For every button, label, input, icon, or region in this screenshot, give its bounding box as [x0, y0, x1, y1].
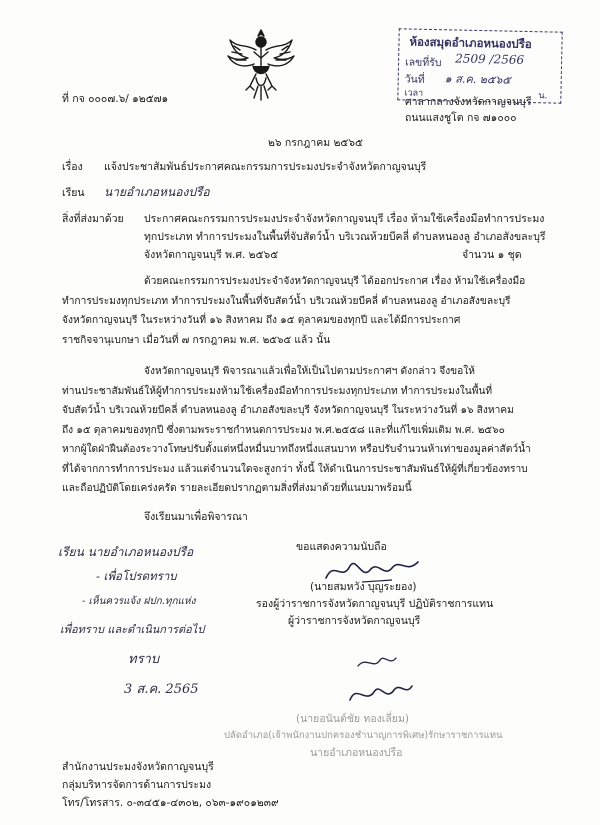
- enclosure-line: ประกาศคณะกรรมการประมงประจำจังหวัดกาญจนบุรี เรื่อง ห้ามใช้เครื่องมือทำการประมง: [144, 213, 545, 225]
- enclosure-label: สิ่งที่ส่งมาด้วย: [62, 213, 124, 225]
- paragraph-line: จังหวัดกาญจนบุรี ในระหว่างวันที่ ๑๖ สิงหาคม ถึง ๑๕ ตุลาคมของทุกปี และได้มีการประกาศ: [62, 315, 461, 326]
- closing-text: ขอแสดงความนับถือ: [296, 541, 387, 553]
- second-signer-title-1: ปลัดอำเภอ(เจ้าพนักงานปกครองชำนาญการพิเศษ)รักษาราชการแทน: [224, 730, 503, 741]
- second-signer-name: (นายอนันต์ชัย ทองเลี่ยม): [296, 713, 409, 725]
- stamp-date-label: วันที่: [404, 73, 425, 86]
- stamp-number-value: 2509 /2566: [455, 51, 525, 67]
- paragraph-2: [62, 362, 540, 499]
- signer-name: (นายสมหวัง บุญระยอง): [310, 581, 417, 593]
- signer-title-2: ผู้ว่าราชการจังหวัดกาญจนบุรี: [288, 615, 421, 627]
- closing-request: จึงเรียนมาเพื่อพิจารณา: [144, 511, 248, 523]
- to-value: นายอำเภอหนองปรือ: [104, 185, 210, 199]
- paragraph-1: [62, 272, 540, 350]
- enclosure-line: ทุกประเภท ทำการประมงในพื้นที่จับสัตว์น้ำ บริเวณห้วยบีคลี่ ตำบลหนองลู อำเภอสังขละบุรี: [144, 231, 546, 243]
- enclosure-line: จังหวัดกาญจนบุรี พ.ศ. ๒๕๖๕: [144, 249, 279, 261]
- paragraph-line: หากผู้ใดฝ่าฝืนต้องระวางโทษปรับตั้งแต่หนึ่งหมื่นบาทถึงหนึ่งแสนบาท หรือปรับจำนวนห้าเท่าของมูลค่าสัตว์น้ำ: [62, 444, 531, 455]
- document-number: ที่ กจ ๐๐๐๗.๖/ ๑๒๕๗๑: [62, 93, 169, 105]
- second-signer-title-2: นายอำเภอหนองปรือ: [310, 747, 403, 759]
- stamp-number-label: เลขที่รับ: [404, 56, 442, 70]
- handwritten-note: เรียน นายอำเภอหนองปรือ: [58, 545, 194, 559]
- stamp-title: ห้องสมุดอำเภอหนองปรือ: [409, 34, 532, 52]
- footer-office: สำนักงานประมงจังหวัดกาญจนบุรี: [62, 761, 214, 773]
- handwritten-date: 3 ส.ค. 2565: [124, 682, 199, 697]
- handwritten-note: เพื่อทราบ และดำเนินการต่อไป: [60, 623, 205, 636]
- paragraph-line: ท่านประชาสัมพันธ์ให้ผู้ทำการประมงห้ามใช้เครื่องมือทำการประมงทุกประเภท ทำการประมงในพื้นที่: [62, 385, 493, 397]
- footer-phone: โทร/โทรสาร. ๐-๓๔๕๑-๔๓๐๒, ๐๖๓-๑๙๐๑๒๓๙: [62, 797, 279, 809]
- agency-address-line2: ถนนแสงชูโต กจ ๗๑๐๐๐: [405, 112, 517, 124]
- handwritten-note: ทราบ: [128, 652, 160, 667]
- agency-address-line1: ศาลากลางจังหวัดกาญจนบุรี: [405, 96, 532, 108]
- second-signature-icon: [344, 650, 414, 710]
- stamp-date-value: ๑ ส.ค. ๒๕๖๕: [444, 72, 511, 87]
- handwritten-note: - เพื่อโปรดทราบ: [96, 569, 177, 583]
- paragraph-line: และถือปฏิบัติโดยเคร่งครัด รายละเอียดปรากฏตามสิ่งที่ส่งมาด้วยที่แนบมาพร้อมนี้: [62, 483, 412, 494]
- handwritten-note: - เห็นควรแจ้ง ฝปก.ทุกแห่ง: [82, 596, 196, 607]
- paragraph-line: ด้วยคณะกรรมการประมงประจำจังหวัดกาญจนบุรี ได้ออกประกาศ เรื่อง ห้ามใช้เครื่องมือ: [144, 276, 526, 287]
- subject-label: เรื่อง: [62, 161, 83, 173]
- footer-group: กลุ่มบริหารจัดการด้านการประมง: [62, 779, 212, 791]
- garuda-emblem-icon: [226, 26, 296, 104]
- receiving-stamp: [397, 28, 562, 103]
- subject-text: แจ้งประชาสัมพันธ์ประกาศคณะกรรมการประมงประจำจังหวัดกาญจนบุรี: [104, 161, 427, 173]
- paragraph-line: ที่ได้จากการทำการประมง แล้วแต่จำนวนใดจะสูงกว่า ทั้งนี้ ให้ดำเนินการประชาสัมพันธ์ให้ผู้ที่เกี่ยวข้องทราบ: [62, 463, 528, 475]
- paragraph-line: ถึง ๑๕ ตุลาคมของทุกปี ซึ่งตามพระราชกำหนดการประมง พ.ศ.๒๕๕๘ และที่แก้ไขเพิ่มเติม พ.ศ. ๒๕๖๐: [62, 424, 505, 436]
- paragraph-line: จังหวัดกาญจนบุรี พิจารณาแล้วเพื่อให้เป็นไปตามประกาศฯ ดังกล่าว จึงขอให้: [144, 366, 475, 377]
- paragraph-line: ราชกิจจานุเบกษา เมื่อวันที่ ๗ กรกฎาคม พ.ศ. ๒๕๖๕ แล้ว นั้น: [62, 334, 331, 346]
- document-date: ๒๖ กรกฎาคม ๒๕๖๕: [268, 137, 363, 149]
- to-label: เรียน: [62, 187, 85, 199]
- signer-title-1: รองผู้ว่าราชการจังหวัดกาญจนบุรี ปฏิบัติราชการแทน: [256, 598, 494, 610]
- enclosure-count: จำนวน ๑ ชุด: [462, 249, 522, 261]
- paragraph-line: จับสัตว์น้ำ บริเวณห้วยบีคลี่ ตำบลหนองลู อำเภอสังขละบุรี จังหวัดกาญจนบุรี ในระหว่างวันที่ ๑๖ สิงหาคม: [62, 405, 514, 416]
- paragraph-line: ทำการประมงทุกประเภท ทำการประมงในพื้นที่จับสัตว์น้ำ บริเวณห้วยบีคลี่ ตำบลหนองลู อำเภอสังขละบุรี: [62, 295, 511, 307]
- stamp-time-label: เวลา: [404, 88, 424, 99]
- stamp-time-value: น.: [538, 91, 548, 102]
